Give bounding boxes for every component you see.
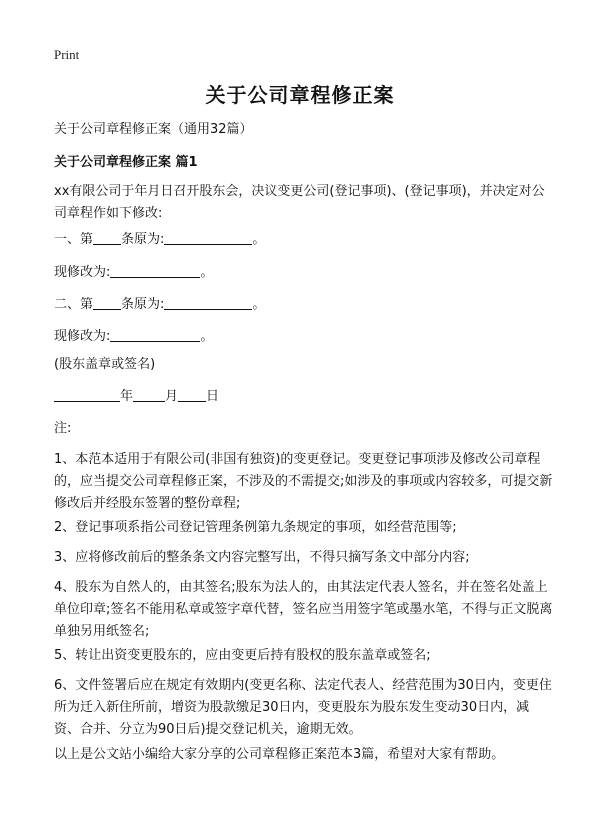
note-item: 5、转让出资变更股东的，应由变更后持有股权的股东盖章或签名; [54,648,431,663]
item-2-suffix: 。 [252,297,266,312]
year-blank [54,387,120,402]
revised-2-prefix: 现修改为: [54,329,111,344]
revised-1-prefix: 现修改为: [54,265,111,280]
note-item: 2、登记事项系指公司登记管理条例第九条规定的事项，如经营范围等; [54,520,457,535]
date-month-label: 月 [165,389,179,404]
revised-2-blank [110,327,200,342]
item-1-article-blank [93,230,121,245]
item-1-revised [54,262,554,284]
item-2-original-blank [164,295,252,310]
date-line [54,386,554,408]
month-blank [133,387,165,402]
item-1-suffix: 。 [252,232,266,247]
section-heading: 关于公司章程修正案 篇1 [54,155,198,170]
signature-line: (股东盖章或签名) [54,357,156,372]
revised-2-suffix: 。 [200,329,214,344]
revised-1-blank [110,263,200,278]
document-title: 关于公司章程修正案 [205,83,395,107]
intro-paragraph: xx有限公司于年月日召开股东会，决议变更公司(登记事项)、(登记事项)，并决定对公司章程作如下修改: [54,184,545,221]
item-1-original [54,229,554,251]
note-label: 注: [54,421,72,436]
item-2-article-blank [93,295,121,310]
print-label: Print [54,47,80,62]
item-1-mid: 条原为: [121,232,165,247]
item-2-revised [54,326,554,348]
item-2-mid: 条原为: [121,297,165,312]
note-item: 3、应将修改前后的整条条文内容完整写出，不得只摘写条文中部分内容; [54,550,470,565]
note-item: 1、本范本适用于有限公司(非国有独资)的变更登记。变更登记事项涉及修改公司章程的，应当提交公司章程修正案，不涉及的不需提交;如涉及的事项或内容较多，可提交新修改后并经股东签署的整份章程; [54,452,553,511]
item-1-prefix: 一、第 [54,232,94,247]
day-blank [178,387,206,402]
date-day-label: 日 [206,389,220,404]
item-2-prefix: 二、第 [54,297,94,312]
note-item: 6、文件签署后应在规定有效期内(变更名称、法定代表人、经营范围为30日内，变更住所为迁入新住所前，增资为股款缴足30日内，变更股东为股东发生变动30日内，减资、合并、分立为90日后)提交登记机关，逾期无效。 [54,678,552,737]
closing-paragraph: 以上是公文站小编给大家分享的公司章程修正案范本3篇，希望对大家有帮助。 [54,747,505,762]
note-item: 4、股东为自然人的，由其签名;股东为法人的，由其法定代表人签名，并在签名处盖上单位印章;签名不能用私章或签字章代替，签名应当用签字笔或墨水笔，不得与正文脱离单独另用纸签名; [54,580,553,639]
revised-1-suffix: 。 [200,265,214,280]
date-year-label: 年 [120,389,134,404]
item-1-original-blank [164,230,252,245]
document-subtitle: 关于公司章程修正案（通用32篇） [54,122,253,137]
item-2-original [54,294,554,316]
